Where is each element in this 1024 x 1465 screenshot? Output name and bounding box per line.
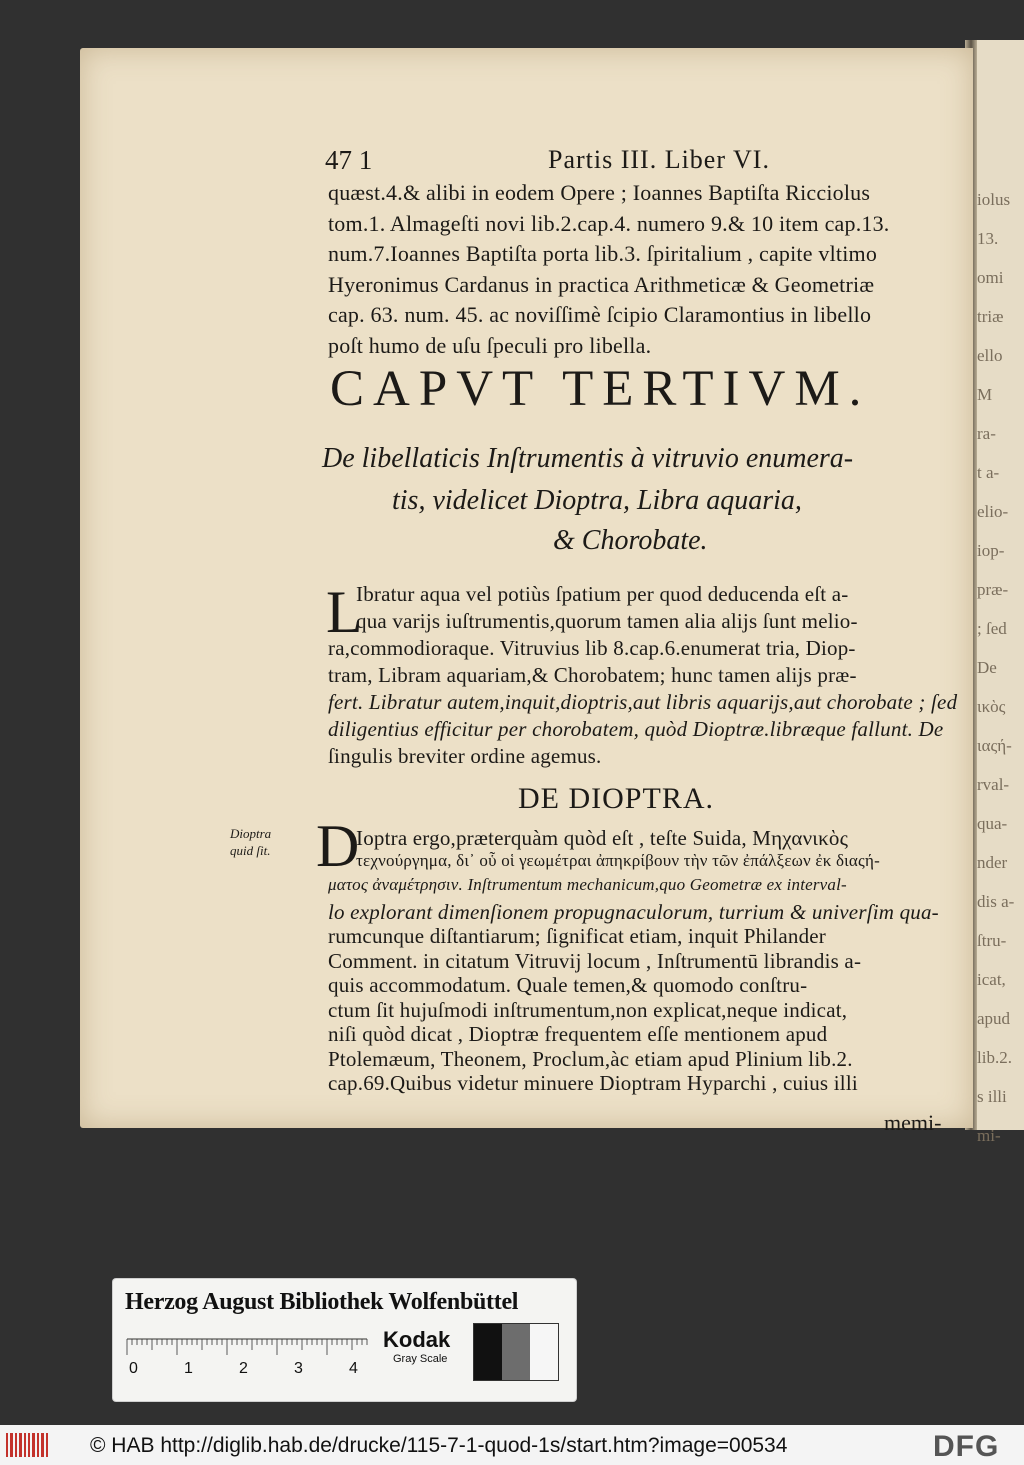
paragraph-line: lo explorant dimenſionem propugnaculorum, turrium & univerſim qua- — [328, 899, 939, 924]
facing-page-fragment: De — [977, 658, 997, 677]
facing-page-fragment: apud — [977, 1009, 1011, 1028]
gray-swatches — [473, 1323, 559, 1381]
viewer-footer — [0, 1425, 1024, 1465]
facing-page-fragment: iop- — [977, 541, 1005, 560]
paragraph-line: rumcunque diſtantiarum; ſignificat etiam, inquit Philander — [328, 924, 826, 948]
facing-page-fragment: rval- — [977, 775, 1010, 794]
facing-page-fragment: ſtru- — [977, 931, 1007, 950]
page-number: 47 1 — [325, 145, 373, 175]
facing-page-edge — [975, 40, 1024, 1145]
facing-page-fragment: qua- — [977, 814, 1008, 833]
dfg-logo: DFG — [933, 1430, 1000, 1463]
hab-logo-icon — [6, 1433, 48, 1457]
drop-cap-l: L — [326, 579, 363, 645]
paragraph-line: tram, Libram aquariam,& Chorobatem; hunc tamen alijs præ- — [328, 663, 857, 687]
facing-page-fragment: nder — [977, 853, 1008, 872]
gray-scale-label: Gray Scale — [393, 1353, 448, 1365]
paragraph-line: Ptolemæum, Theonem, Proclum,àc etiam apud Plinium lib.2. — [328, 1046, 853, 1071]
paragraph-line: ra,commodioraque. Vitruvius lib 8.cap.6.enumerat tria, Diop- — [328, 636, 856, 660]
paragraph-line: qua varijs iuſtrumentis,quorum tamen alia alijs ſunt melio- — [356, 609, 858, 633]
facing-page-fragment: 13. — [977, 229, 999, 248]
paragraph-line: Ibratur aqua vel potiùs ſpatium per quod deducenda eſt a- — [356, 582, 849, 606]
section-title: DE DIOPTRA. — [518, 782, 714, 815]
facing-page-fragment: lib.2. — [977, 1048, 1012, 1067]
chapter-subtitle-line-1: De libellaticis Inſtrumentis à vitruvio enumera- — [322, 443, 854, 474]
chapter-subtitle-line-3: & Chorobate. — [553, 525, 708, 556]
intro-line: num.7.Ioannes Baptiſta porta lib.3. ſpiritalium , capite vltimo — [328, 241, 878, 266]
facing-page-fragment: ra- — [977, 424, 996, 443]
intro-line: cap. 63. num. 45. ac noviſſimè ſcipio Claramontius in libello — [328, 302, 872, 327]
running-title: Partis III. Liber VI. — [548, 145, 770, 174]
paragraph-line: ματος ἀναμέτρησιν. Inſtrumentum mechanicum,quo Geometræ ex interval- — [328, 875, 847, 894]
ruler — [127, 1331, 367, 1377]
facing-page-fragment: dis a- — [977, 892, 1015, 911]
paragraph-line: ctum ſit hujuſmodi inſtrumentum,non explicat,neque indicat, — [328, 997, 848, 1022]
paragraph-line: τεχνούργημα, δι᾽ οὗ οἱ γεωμέτραι ἀπηκρίβουν τὴν τῶν ἐπάλξεων ἐκ διαςή- — [356, 850, 880, 870]
facing-page-fragment: mi- — [977, 1126, 1001, 1145]
facing-page-fragment: s illi — [977, 1087, 1007, 1106]
catchword: memi- — [884, 1110, 942, 1135]
ruler-number: 4 — [349, 1360, 358, 1377]
facing-page-fragment: ; ſed — [977, 619, 1007, 638]
chapter-subtitle-line-2: tis, videlicet Dioptra, Libra aquaria, — [392, 485, 802, 516]
intro-line: tom.1. Almageſti novi lib.2.cap.4. numero 9.& 10 item cap.13. — [328, 210, 890, 236]
paragraph-line: Comment. in citatum Vitruvij locum , Inſtrumentū librandis a- — [328, 948, 862, 973]
copyright-url[interactable]: © HAB http://diglib.hab.de/drucke/115-7-1-quod-1s/start.htm?image=00534 — [90, 1434, 788, 1457]
facing-page-fragment: M — [977, 385, 993, 404]
facing-page-fragment: ιαςή- — [977, 736, 1012, 755]
paragraph-line: Ioptra ergo,præterquàm quòd eſt , teſte Suida, Μηχανικὸς — [356, 826, 849, 850]
paragraph-line: niſi quòd dicat , Dioptræ frequentem eſſe mentionem apud — [328, 1022, 828, 1046]
margin-note-line-2: quid ſit. — [230, 843, 271, 858]
facing-page-fragment: icat, — [977, 970, 1006, 989]
facing-page-fragment: triæ — [977, 307, 1004, 326]
paragraph-line: quis accommodatum. Quale temen,& quomodo conſtru- — [328, 973, 808, 997]
intro-line: Hyeronimus Cardanus in practica Arithmeticæ & Geometriæ — [328, 271, 875, 297]
facing-page-fragment: ικὸς — [977, 697, 1006, 716]
paragraph-line: ſingulis breviter ordine agemus. — [328, 744, 602, 768]
ruler-number: 1 — [184, 1360, 193, 1377]
chapter-title: CAPVT TERTIVM. — [330, 361, 871, 417]
color-calibration-card — [113, 1279, 576, 1401]
ruler-number: 2 — [239, 1360, 248, 1377]
facing-page-fragment: iolus — [977, 190, 1011, 209]
kodak-brand: Kodak — [383, 1327, 451, 1352]
facing-page-fragment: omi — [977, 268, 1004, 287]
paragraph-line: cap.69.Quibus videtur minuere Dioptram Hyparchi , cuius illi — [328, 1071, 858, 1095]
margin-note-line-1: Dioptra — [230, 826, 272, 841]
drop-cap-d: D — [316, 813, 360, 879]
facing-page-fragment: ello — [977, 346, 1003, 365]
ruler-number: 0 — [129, 1360, 138, 1377]
ruler-number: 3 — [294, 1360, 303, 1377]
paragraph-line: fert. Libratur autem,inquit,dioptris,aut libris aquarijs,aut chorobate ; ſed — [328, 690, 958, 714]
facing-page-fragment: t a- — [977, 463, 1000, 482]
library-name: Herzog August Bibliothek Wolfenbüttel — [125, 1289, 519, 1315]
intro-line: quæst.4.& alibi in eodem Opere ; Ioannes Baptiſta Ricciolus — [328, 180, 871, 205]
paragraph-line: diligentius efficitur per chorobatem, quòd Dioptræ.libræque fallunt. De — [328, 717, 944, 741]
intro-line: poſt humo de uſu ſpeculi pro libella. — [328, 332, 652, 358]
facing-page-fragment: præ- — [977, 580, 1009, 599]
facing-page-fragment: elio- — [977, 502, 1009, 521]
